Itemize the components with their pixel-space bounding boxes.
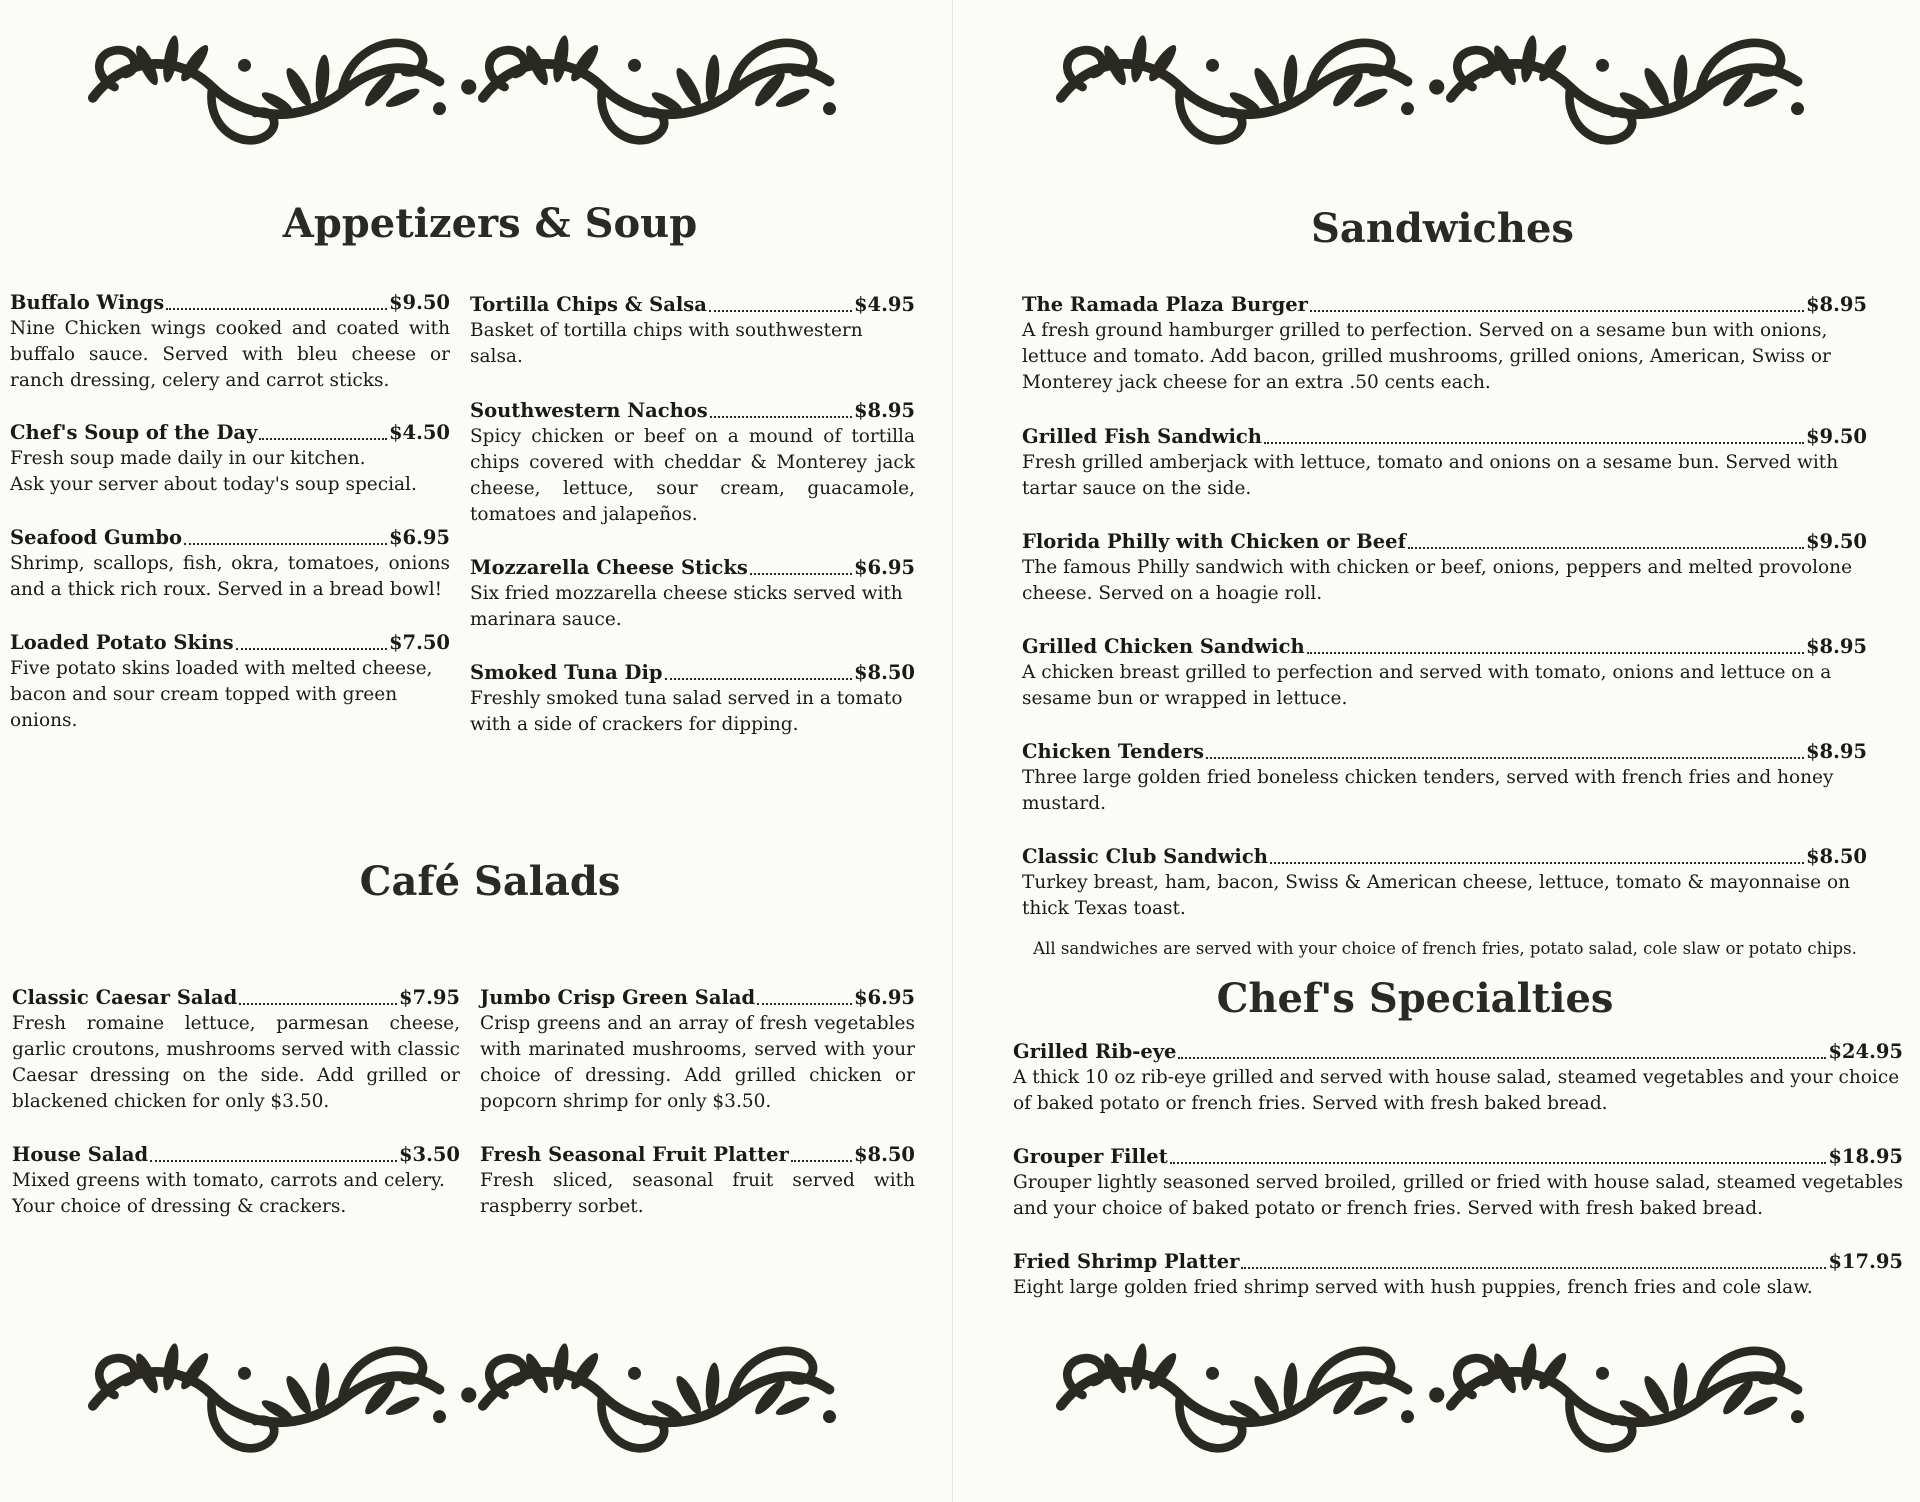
item-name: Loaded Potato Skins xyxy=(10,631,234,654)
appetizers-title: Appetizers & Soup xyxy=(282,200,698,247)
menu-item-southwestern-nachos xyxy=(470,398,915,528)
menu-item-jumbo-green-salad xyxy=(480,985,915,1115)
item-price: $6.95 xyxy=(388,526,450,549)
item-name: Fried Shrimp Platter xyxy=(1013,1250,1240,1273)
item-description: Three large golden fried boneless chicken tenders, served with french fries and honey mustard. xyxy=(1022,767,1834,814)
item-name: Grilled Fish Sandwich xyxy=(1022,425,1262,448)
item-price: $8.50 xyxy=(853,661,915,684)
item-name: Grilled Chicken Sandwich xyxy=(1022,635,1305,658)
item-name: Seafood Gumbo xyxy=(10,526,183,549)
item-name: Mozzarella Cheese Sticks xyxy=(470,556,748,579)
item-description: Fresh soup made daily in our kitchen. xyxy=(10,448,366,469)
item-description: Five potato skins loaded with melted cheese, bacon and sour cream topped with green onions. xyxy=(10,658,433,731)
item-price: $8.50 xyxy=(1805,845,1867,868)
bottom-ornament-right xyxy=(980,1330,1900,1460)
salads-title: Café Salads xyxy=(359,858,621,905)
menu-item-loaded-potato-skins xyxy=(10,630,450,734)
left-page xyxy=(0,0,940,1502)
bottom-ornament-left xyxy=(12,1330,932,1460)
item-price: $8.95 xyxy=(1805,740,1867,763)
item-name: Grouper Fillet xyxy=(1013,1145,1168,1168)
item-price: $3.50 xyxy=(398,1143,460,1166)
item-description: Fresh sliced, seasonal fruit served with raspberry sorbet. xyxy=(480,1170,915,1217)
item-price: $18.95 xyxy=(1828,1145,1903,1168)
item-description-2: Ask your server about today's soup special. xyxy=(10,474,417,495)
item-price: $4.95 xyxy=(853,293,915,316)
item-price: $8.95 xyxy=(1805,293,1867,316)
specialties-title: Chef's Specialties xyxy=(1216,975,1614,1022)
item-name: Classic Caesar Salad xyxy=(12,986,238,1009)
item-description: The famous Philly sandwich with chicken or beef, onions, peppers and melted provolone cheese. Served on a hoagie roll. xyxy=(1022,557,1853,604)
item-description: Basket of tortilla chips with southwestern salsa. xyxy=(470,320,863,367)
menu-item-caesar-salad xyxy=(12,985,460,1115)
menu-item-mozzarella-sticks xyxy=(470,555,915,633)
item-name: Southwestern Nachos xyxy=(470,399,708,422)
menu-item-chicken-tenders xyxy=(1022,739,1867,817)
item-price: $17.95 xyxy=(1828,1250,1903,1273)
item-name: Classic Club Sandwich xyxy=(1022,845,1268,868)
menu-item-rib-eye xyxy=(1013,1039,1903,1117)
menu-item-ramada-burger xyxy=(1022,292,1867,396)
item-description: Eight large golden fried shrimp served with hush puppies, french fries and cole slaw. xyxy=(1013,1277,1813,1298)
item-price: $6.95 xyxy=(853,986,915,1009)
menu-item-grilled-chicken xyxy=(1022,634,1867,712)
item-name: Jumbo Crisp Green Salad xyxy=(480,986,756,1009)
menu-item-house-salad xyxy=(12,1142,460,1220)
item-name: House Salad xyxy=(12,1143,149,1166)
item-description: A fresh ground hamburger grilled to perfection. Served on a sesame bun with onions, lettuce and tomato. Add bacon, grilled mushrooms, grilled onions, American, Swiss or Monterey jack cheese for an extra .50 cents each. xyxy=(1022,320,1831,393)
item-description: Spicy chicken or beef on a mound of tortilla chips covered with cheddar & Monterey jack cheese, lettuce, sour cream, guacamole, tomatoes and jalapeños. xyxy=(470,426,915,525)
item-name: Tortilla Chips & Salsa xyxy=(470,293,707,316)
menu-item-tortilla-chips xyxy=(470,292,915,370)
menu-item-smoked-tuna-dip xyxy=(470,660,915,738)
menu-item-buffalo-wings xyxy=(10,290,450,394)
menu-item-florida-philly xyxy=(1022,529,1867,607)
menu-item-seafood-gumbo xyxy=(10,525,450,603)
item-description: Grouper lightly seasoned served broiled, grilled or fried with house salad, steamed vegetables and your choice of baked potato or french fries. Served with fresh baked bread. xyxy=(1013,1172,1903,1219)
item-description: Fresh romaine lettuce, parmesan cheese, garlic croutons, mushrooms served with classic Caesar dressing on the side. Add grilled or blackened chicken for only $3.50. xyxy=(12,1013,460,1112)
item-name: Fresh Seasonal Fruit Platter xyxy=(480,1143,789,1166)
item-price: $8.95 xyxy=(853,399,915,422)
item-description: Fresh grilled amberjack with lettuce, tomato and onions on a sesame bun. Served with tartar sauce on the side. xyxy=(1022,452,1839,499)
top-ornament-left xyxy=(12,22,932,152)
item-name: Florida Philly with Chicken or Beef xyxy=(1022,530,1406,553)
item-price: $9.50 xyxy=(1805,425,1867,448)
item-name: Chef's Soup of the Day xyxy=(10,421,258,444)
item-description: A thick 10 oz rib-eye grilled and served with house salad, steamed vegetables and your choice of baked potato or french fries. Served with fresh baked bread. xyxy=(1013,1067,1900,1114)
menu-item-grilled-fish xyxy=(1022,424,1867,502)
sandwiches-title: Sandwiches xyxy=(1311,205,1574,252)
item-price: $8.50 xyxy=(853,1143,915,1166)
item-price: $7.50 xyxy=(388,631,450,654)
top-ornament-right xyxy=(980,22,1900,152)
item-name: Grilled Rib-eye xyxy=(1013,1040,1177,1063)
item-price: $7.95 xyxy=(398,986,460,1009)
menu-item-grouper-fillet xyxy=(1013,1144,1903,1222)
item-price: $8.95 xyxy=(1805,635,1867,658)
item-description: Six fried mozzarella cheese sticks served with marinara sauce. xyxy=(470,583,903,630)
item-price: $9.50 xyxy=(388,291,450,314)
menu-item-fruit-platter xyxy=(480,1142,915,1220)
right-page xyxy=(965,0,1920,1502)
item-price: $9.50 xyxy=(1805,530,1867,553)
menu-item-club-sandwich xyxy=(1022,844,1867,922)
item-name: The Ramada Plaza Burger xyxy=(1022,293,1308,316)
sandwich-sides-note: All sandwiches are served with your choice of french fries, potato salad, cole slaw or potato chips. xyxy=(1033,939,1857,958)
item-price: $24.95 xyxy=(1828,1040,1903,1063)
item-price: $6.95 xyxy=(853,556,915,579)
item-description: Turkey breast, ham, bacon, Swiss & American cheese, lettuce, tomato & mayonnaise on thick Texas toast. xyxy=(1022,872,1851,919)
item-description: Shrimp, scallops, fish, okra, tomatoes, onions and a thick rich roux. Served in a bread bowl! xyxy=(10,553,450,600)
item-name: Smoked Tuna Dip xyxy=(470,661,663,684)
menu-item-fried-shrimp xyxy=(1013,1249,1903,1301)
item-description: A chicken breast grilled to perfection and served with tomato, onions and lettuce on a sesame bun or wrapped in lettuce. xyxy=(1022,662,1832,709)
item-description: Mixed greens with tomato, carrots and celery. Your choice of dressing & crackers. xyxy=(12,1170,445,1217)
menu-item-chefs-soup xyxy=(10,420,450,498)
item-description: Crisp greens and an array of fresh vegetables with marinated mushrooms, served with your choice of dressing. Add grilled chicken or popcorn shrimp for only $3.50. xyxy=(480,1013,915,1112)
item-description: Nine Chicken wings cooked and coated with buffalo sauce. Served with bleu cheese or ranch dressing, celery and carrot sticks. xyxy=(10,318,450,391)
item-name: Chicken Tenders xyxy=(1022,740,1205,763)
item-name: Buffalo Wings xyxy=(10,291,165,314)
item-description: Freshly smoked tuna salad served in a tomato with a side of crackers for dipping. xyxy=(470,688,903,735)
item-price: $4.50 xyxy=(388,421,450,444)
